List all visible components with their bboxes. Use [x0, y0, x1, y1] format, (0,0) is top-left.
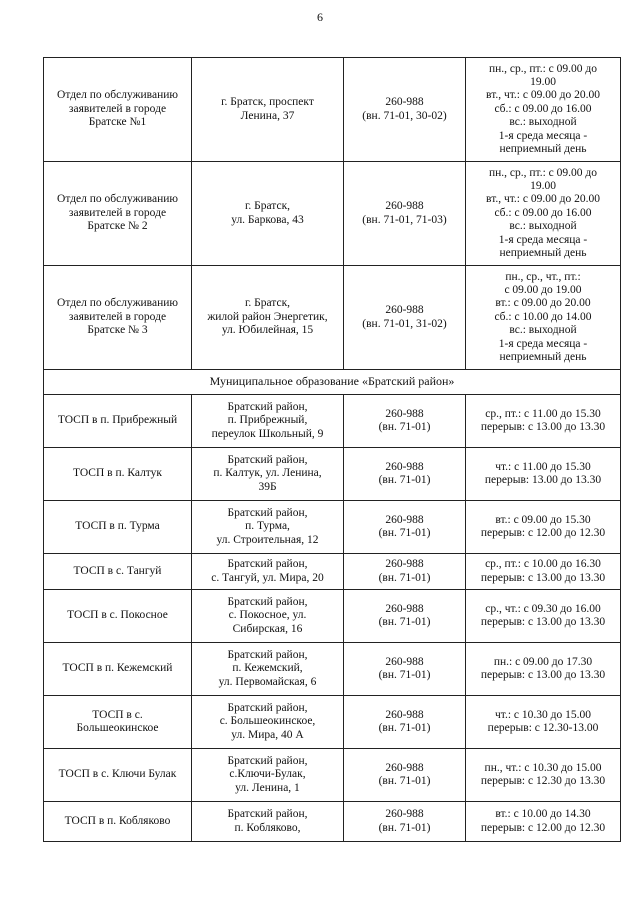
office-name: Отдел по обслуживанию заявителей в городе Братске № 3: [44, 266, 192, 370]
branch-name: ТОСП в п. Турма: [44, 501, 192, 554]
office-hours: пн., ср., чт., пт.: с 09.00 до 19.00 вт.: с 09.00 до 20.00 сб.: с 10.00 до 14.00 вс.: выходной 1-я среда месяца - неприемный день: [466, 266, 621, 370]
branch-address: Братский район, п. Турма, ул. Строительная, 12: [192, 501, 344, 554]
branch-hours: пн.: с 09.00 до 17.30 перерыв: с 13.00 до 13.30: [466, 643, 621, 696]
branch-hours: вт.: с 10.00 до 14.30 перерыв: с 12.00 до 12.30: [466, 802, 621, 842]
branch-name: ТОСП в с. Тангуй: [44, 554, 192, 590]
table-row: [44, 749, 621, 802]
branch-phone: 260-988 (вн. 71-01): [344, 696, 466, 749]
branch-address: Братский район, п. Кобляково,: [192, 802, 344, 842]
branch-phone: 260-988 (вн. 71-01): [344, 448, 466, 501]
branch-address: Братский район, п. Калтук, ул. Ленина, 39Б: [192, 448, 344, 501]
branch-name: ТОСП в с. Большеокинское: [44, 696, 192, 749]
branch-phone: 260-988 (вн. 71-01): [344, 554, 466, 590]
branch-name: ТОСП в с. Покосное: [44, 590, 192, 643]
section-row: [44, 370, 621, 395]
branch-name: ТОСП в п. Калтук: [44, 448, 192, 501]
branch-hours: чт.: с 11.00 до 15.30 перерыв: 13.00 до 13.30: [466, 448, 621, 501]
branch-hours: пн., чт.: с 10.30 до 15.00 перерыв: с 12.30 до 13.30: [466, 749, 621, 802]
table-row: [44, 395, 621, 448]
branch-address: Братский район, с.Ключи-Булак, ул. Ленина, 1: [192, 749, 344, 802]
table-row: [44, 554, 621, 590]
offices-table: [43, 57, 621, 842]
office-name: Отдел по обслуживанию заявителей в городе Братске №1: [44, 58, 192, 162]
branch-name: ТОСП в п. Кобляково: [44, 802, 192, 842]
branch-hours: вт.: с 09.00 до 15.30 перерыв: с 12.00 до 12.30: [466, 501, 621, 554]
branch-hours: ср., пт.: с 10.00 до 16.30 перерыв: с 13.00 до 13.30: [466, 554, 621, 590]
branch-name: ТОСП в п. Прибрежный: [44, 395, 192, 448]
office-hours: пн., ср., пт.: с 09.00 до 19.00 вт., чт.: с 09.00 до 20.00 сб.: с 09.00 до 16.00 вс.: выходной 1-я среда месяца - неприемный день: [466, 162, 621, 266]
branch-hours: чт.: с 10.30 до 15.00 перерыв: с 12.30-13.00: [466, 696, 621, 749]
branch-address: Братский район, п. Прибрежный, переулок Школьный, 9: [192, 395, 344, 448]
table-row: [44, 643, 621, 696]
branch-phone: 260-988 (вн. 71-01): [344, 643, 466, 696]
page-number: 6: [317, 10, 323, 24]
office-address: г. Братск, жилой район Энергетик, ул. Юбилейная, 15: [192, 266, 344, 370]
office-name: Отдел по обслуживанию заявителей в городе Братске № 2: [44, 162, 192, 266]
table-row: [44, 501, 621, 554]
branch-address: Братский район, с. Тангуй, ул. Мира, 20: [192, 554, 344, 590]
office-phone: 260-988 (вн. 71-01, 30-02): [344, 58, 466, 162]
office-hours: пн., ср., пт.: с 09.00 до 19.00 вт., чт.: с 09.00 до 20.00 сб.: с 09.00 до 16.00 вс.: выходной 1-я среда месяца - неприемный день: [466, 58, 621, 162]
table-row: [44, 448, 621, 501]
branch-hours: ср., чт.: с 09.30 до 16.00 перерыв: с 13.00 до 13.30: [466, 590, 621, 643]
branch-phone: 260-988 (вн. 71-01): [344, 802, 466, 842]
branch-hours: ср., пт.: с 11.00 до 15.30 перерыв: с 13.00 до 13.30: [466, 395, 621, 448]
branch-name: ТОСП в с. Ключи Булак: [44, 749, 192, 802]
office-address: г. Братск, ул. Баркова, 43: [192, 162, 344, 266]
table-row: [44, 162, 621, 266]
branch-phone: 260-988 (вн. 71-01): [344, 749, 466, 802]
branch-address: Братский район, с. Большеокинское, ул. Мира, 40 А: [192, 696, 344, 749]
table-row: [44, 266, 621, 370]
office-address: г. Братск, проспект Ленина, 37: [192, 58, 344, 162]
table-row: [44, 590, 621, 643]
office-phone: 260-988 (вн. 71-01, 71-03): [344, 162, 466, 266]
branch-address: Братский район, с. Покосное, ул. Сибирская, 16: [192, 590, 344, 643]
branch-phone: 260-988 (вн. 71-01): [344, 501, 466, 554]
table-row: [44, 58, 621, 162]
branch-name: ТОСП в п. Кежемский: [44, 643, 192, 696]
table-row: [44, 696, 621, 749]
branch-phone: 260-988 (вн. 71-01): [344, 395, 466, 448]
office-phone: 260-988 (вн. 71-01, 31-02): [344, 266, 466, 370]
branch-phone: 260-988 (вн. 71-01): [344, 590, 466, 643]
section-title: Муниципальное образование «Братский район»: [44, 370, 621, 395]
table-row: [44, 802, 621, 842]
branch-address: Братский район, п. Кежемский, ул. Первомайская, 6: [192, 643, 344, 696]
